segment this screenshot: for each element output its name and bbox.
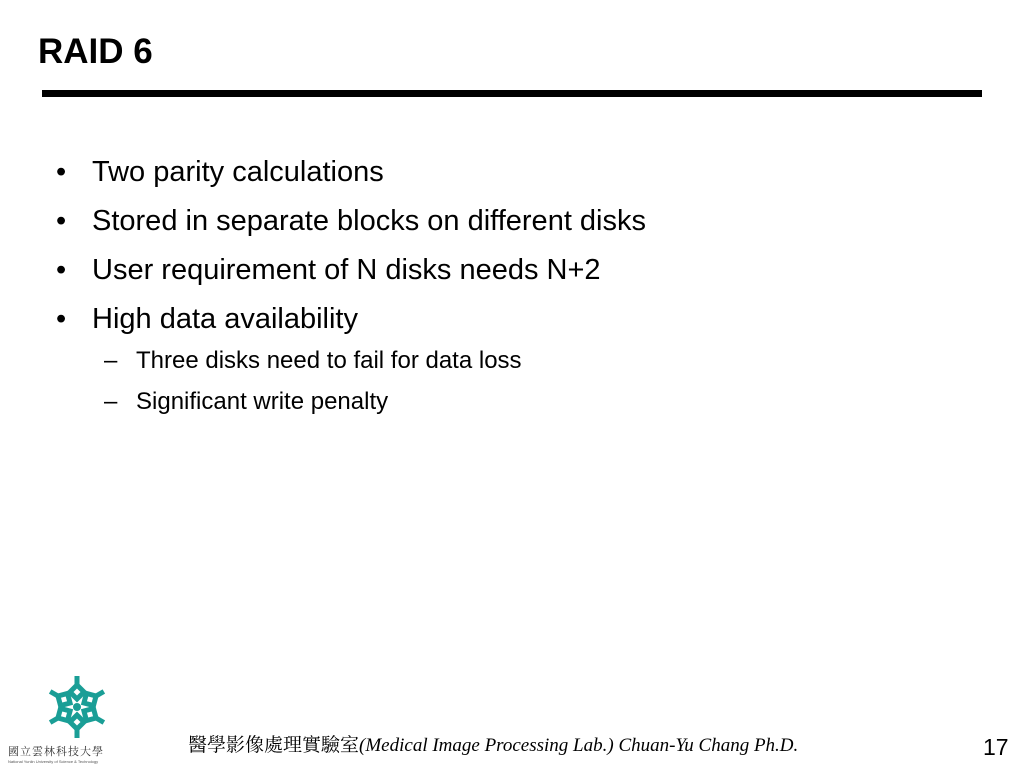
footer-lab-english: (Medical Image Processing Lab.) Chuan-Yu Chang Ph.D. [359, 735, 799, 756]
bullet-item [0, 199, 1000, 248]
sub-bullet-text: Significant write penalty [136, 388, 389, 415]
bullet-text: User requirement of N disks needs N+2 [92, 254, 601, 286]
page-number: 17 [983, 734, 1009, 760]
bullet-marker: • [56, 156, 67, 188]
footer-credit [188, 731, 798, 760]
bullet-text: Two parity calculations [92, 156, 384, 188]
footer-lab-chinese: 醫學影像處理實驗室 [188, 734, 360, 756]
bullet-marker: • [56, 254, 67, 286]
bullet-text: Stored in separate blocks on different disks [92, 205, 647, 237]
bullet-item [0, 248, 1000, 297]
sub-bullet-item [0, 346, 1000, 387]
bullet-list [0, 150, 1000, 428]
university-name-english: National Yunlin University of Science & Technology [8, 759, 99, 764]
bullet-item [0, 150, 1000, 199]
bullet-marker: • [56, 205, 67, 237]
university-name-chinese: 國立雲林科技大學 [8, 745, 104, 758]
sub-bullet-marker: – [104, 347, 118, 374]
university-snowflake-emblem-icon [42, 672, 112, 742]
bullet-text: High data availability [92, 303, 358, 335]
sub-bullet-item [0, 387, 1000, 428]
bullet-marker: • [56, 303, 67, 335]
slide-title: RAID 6 [38, 32, 153, 71]
title-underline [42, 90, 982, 97]
bullet-item [0, 297, 1000, 346]
sub-bullet-marker: – [104, 388, 118, 415]
sub-bullet-text: Three disks need to fail for data loss [136, 347, 522, 374]
university-logo [8, 672, 142, 766]
